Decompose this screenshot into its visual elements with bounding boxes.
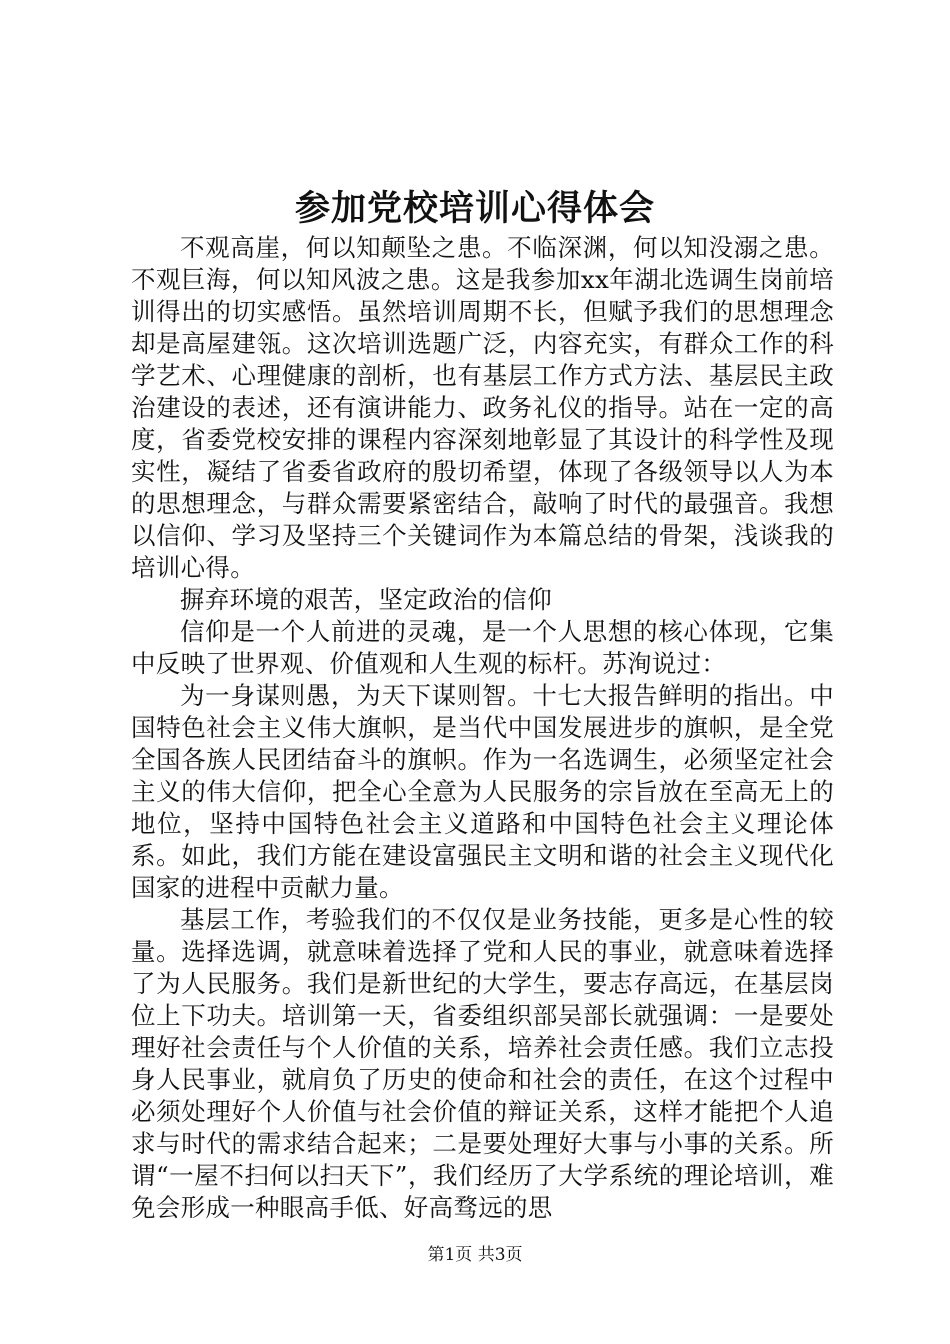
paragraph-belief: 信仰是一个人前进的灵魂，是一个人思想的核心体现，它集中反映了世界观、价值观和人生观的标杆。苏洵说过：: [131, 617, 834, 678]
document-body: [131, 232, 834, 1224]
paragraph-quote: 为一身谋则愚，为天下谋则智。十七大报告鲜明的指出。中国特色社会主义伟大旗帜，是当代中国发展进步的旗帜，是全党全国各族人民团结奋斗的旗帜。作为一名选调生，必须坚定社会主义的伟大信仰，把全心全意为人民服务的宗旨放在至高无上的地位，坚持中国特色社会主义道路和中国特色社会主义理论体系。如此，我们方能在建设富强民主文明和谐的社会主义现代化国家的进程中贡献力量。: [131, 681, 834, 902]
paragraph-intro: 不观高崖，何以知颠坠之患。不临深渊，何以知没溺之患。不观巨海，何以知风波之患。这是我参加xx年湖北选调生岗前培训得出的切实感悟。虽然培训周期不长，但赋予我们的思想理念却是高屋建瓴。这次培训选题广泛，内容充实，有群众工作的科学艺术、心理健康的剖析，也有基层工作方式方法、基层民主政治建设的表述，还有演讲能力、政务礼仪的指导。站在一定的高度，省委党校安排的课程内容深刻地彰显了其设计的科学性及现实性，凝结了省委省政府的殷切希望，体现了各级领导以人为本的思想理念，与群众需要紧密结合，敲响了时代的最强音。我想以信仰、学习及坚持三个关键词作为本篇总结的骨架，浅谈我的培训心得。: [131, 233, 834, 582]
document-title: 参加党校培训心得体会: [294, 188, 655, 229]
section-heading-belief: 摒弃环境的艰苦，坚定政治的信仰: [180, 585, 552, 614]
paragraph-grassroots: 基层工作，考验我们的不仅仅是业务技能，更多是心性的较量。选择选调，就意味着选择了党和人民的事业，就意味着选择了为人民服务。我们是新世纪的大学生，要志存高远，在基层岗位上下功夫。培训第一天，省委组织部吴部长就强调：一是要处理好社会责任与个人价值的关系，培养社会责任感。我们立志投身人民事业，就肩负了历史的使命和社会的责任，在这个过程中必须处理好个人价值与社会价值的辩证关系，这样才能把个人追求与时代的需求结合起来；二是要处理好大事与小事的关系。所谓“一屋不扫何以扫天下”，我们经历了大学系统的理论培训，难免会形成一种眼高手低、好高骛远的思: [131, 905, 834, 1222]
page-number-footer: 第1页 共3页: [427, 1245, 523, 1265]
